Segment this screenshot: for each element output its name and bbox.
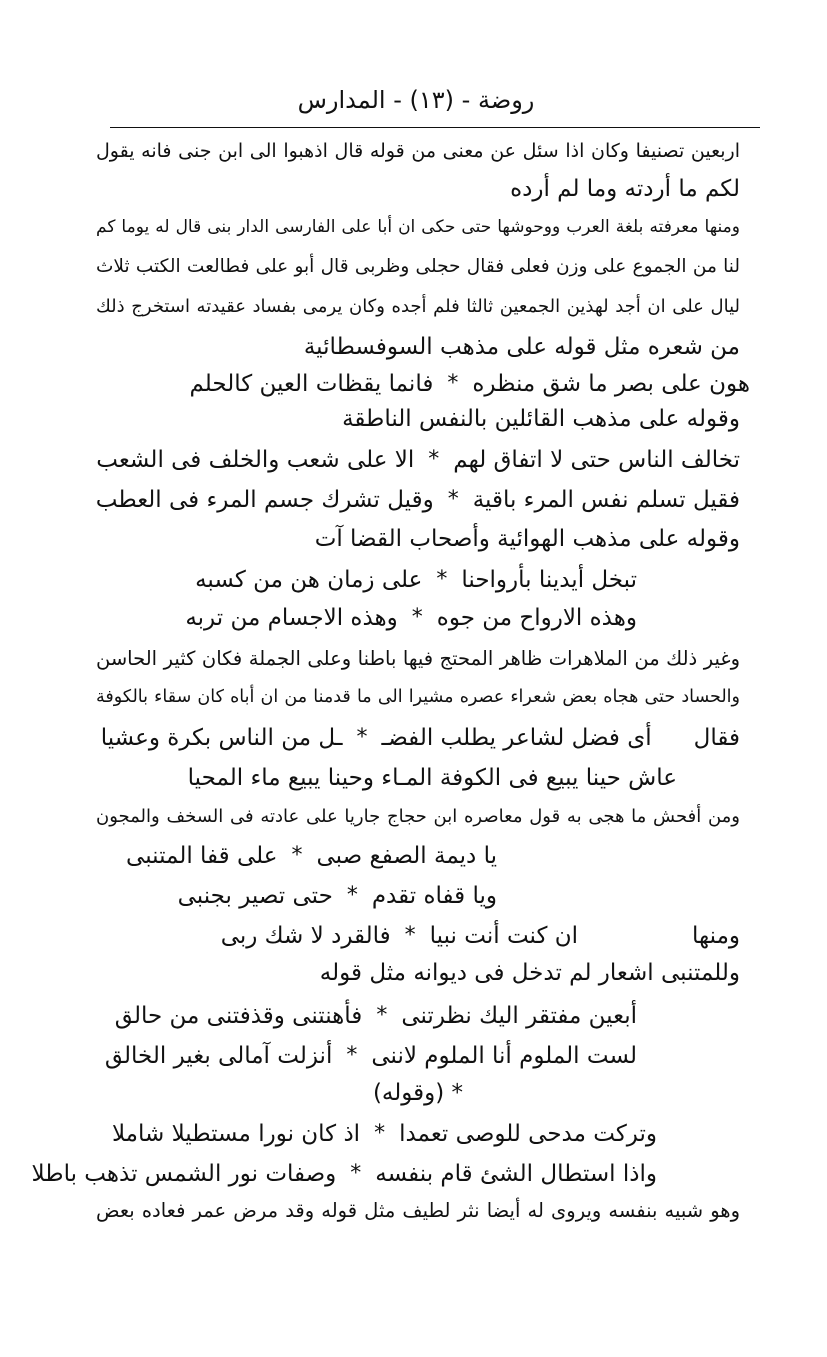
text-line: وغير ذلك من الملاهرات ظاهر المحتج فيها باطنا وعلى الجملة فكان كثير الحاسن [96,647,740,670]
verse-hemistich-right: وتركت مدحى للوصى تعمدا [399,1121,657,1147]
verse-hemistich-left: وصفات نور الشمس تذهب باطلا [31,1161,337,1187]
verse-line [189,364,750,404]
verse-hemistich-right: هون على بصر ما شق منظره [472,371,750,397]
verse-hemistich-right: واذا استطال الشئ قام بنفسه [375,1161,657,1187]
verse-hemistich-left: حتى تصير بجنبى [177,883,333,909]
verse-hemistich-left: وقيل تشرك جسم المرء فى العطب [95,487,434,513]
verse-hemistich-right: تخالف الناس حتى لا اتفاق لهم [453,447,740,473]
verse-hemistich-left: اذ كان نورا مستطيلا شاملا [111,1121,361,1147]
text-line: ومنها معرفته بلغة العرب ووحوشها حتى حكى ان أبا على الفارسى الدار بنى قال له يوما كم [96,217,740,237]
verse-separator: * [404,923,416,948]
text-line: ومن أفحش ما هجى به قول معاصره ابن حجاج جاريا على عادته فى السخف والمجون [96,806,740,827]
verse-separator: * [346,1043,358,1068]
verse-hemistich-right: فقيل تسلم نفس المرء باقية [472,487,740,513]
verse-line [105,1036,637,1076]
verse-line [126,836,497,876]
verse-separator: * [376,1003,388,1028]
verse-hemistich-left: فانما يقظات العين كالحلم [189,371,434,397]
text-line: وقوله على مذهب القائلين بالنفس الناطقة [342,406,740,432]
text-line: لكم ما أردته وما لم أرده [510,176,740,202]
verse-line [188,758,677,798]
verse-separator: * [428,447,440,472]
verse-separator: * [411,605,423,630]
verse-separator: * [346,883,358,908]
text-line: وقوله على مذهب الهوائية وأصحاب القضا آت [314,526,740,552]
verse-line [185,598,637,638]
verse-text: عاش حينا يبيع فى الكوفة المـاء وحينا يبيع ماء المحيا [187,765,677,791]
verse-line [96,480,740,520]
verse-hemistich-right: يا ديمة الصفع صبى [316,843,497,869]
text-line: لنا من الجموع على وزن فعلى فقال حجلى وظربى قال أبو على فطالعت الكتب ثلاث [96,256,740,277]
verse-line [32,1154,657,1194]
verse-separator: * [447,371,459,396]
verse-hemistich-right: أبعين مفتقر اليك نظرتنى [401,1003,637,1029]
verse-line [96,440,740,480]
text-line: وهو شبيه بنفسه ويروى له أيضا نثر لطيف مثل قوله وقد مرض عمر فعاده بعض [96,1199,740,1222]
verse-line [178,876,497,916]
verse-line [112,1114,657,1154]
verse-line [221,916,740,956]
verse-hemistich-right: وهذه الارواح من جوه [436,605,637,631]
verse-hemistich-right: لست الملوم أنا الملوم لاننى [371,1043,637,1069]
verse-separator: * [447,487,459,512]
text-line: والحساد حتى هجاه بعض شعراء عصره مشيرا الى ما قدمنا من ان أباه كان سقاء بالكوفة [96,687,740,707]
verse-hemistich-left: الا على شعب والخلف فى الشعب [96,447,415,473]
verse-separator: * [291,843,303,868]
verse-hemistich-left: على قفا المتنبى [126,843,278,869]
verse-separator: * [356,725,368,750]
verse-separator: * [374,1121,386,1146]
verse-hemistich-right: ويا قفاه تقدم [371,883,497,909]
verse-separator: * [436,567,448,592]
text-line: اربعين تصنيفا وكان اذا سئل عن معنى من قوله قال اذهبوا الى ابن جنى فانه يقول [96,140,740,162]
section-label: * (وقوله) [372,1080,464,1106]
verse-hemistich-left: وهذه الاجسام من تربه [185,605,398,631]
verse-hemistich-right: ان كنت أنت نبيا [429,923,579,949]
text-line: وللمتنبى اشعار لم تدخل فى ديوانه مثل قوله [319,960,740,986]
verse-hemistich-right: تبخل أيدينا بأرواحنا [461,567,637,593]
verse-hemistich-left: على زمان هن من كسبه [195,567,423,593]
verse-line [101,718,740,758]
verse-line [115,996,637,1036]
page-header: روضة - (١٣) - المدارس [297,86,535,114]
text-line: ليال على ان أجد لهذين الجمعين ثالثا فلم أجده وكان يرمى بفساد عقيدته استخرج ذلك [96,296,740,317]
verse-hemistich-left: فأهنتنى وقذفتنى من حالق [114,1003,363,1029]
header-rule [110,127,760,128]
verse-hemistich-left: ـل من الناس بكرة وعشيا [100,725,343,751]
verse-separator: * [350,1161,362,1186]
verse-hemistich-left: أنزلت آمالى بغير الخالق [104,1043,333,1069]
text-line: من شعره مثل قوله على مذهب السوفسطائية [303,334,740,360]
verse-line [195,560,637,600]
verse-hemistich-right: أى فضل لشاعر يطلب الفضـ [381,725,652,751]
verse-lead-word: ومنها [692,923,740,949]
verse-hemistich-left: فالقرد لا شك ربى [220,923,391,949]
verse-lead-word: فقال [693,725,740,751]
